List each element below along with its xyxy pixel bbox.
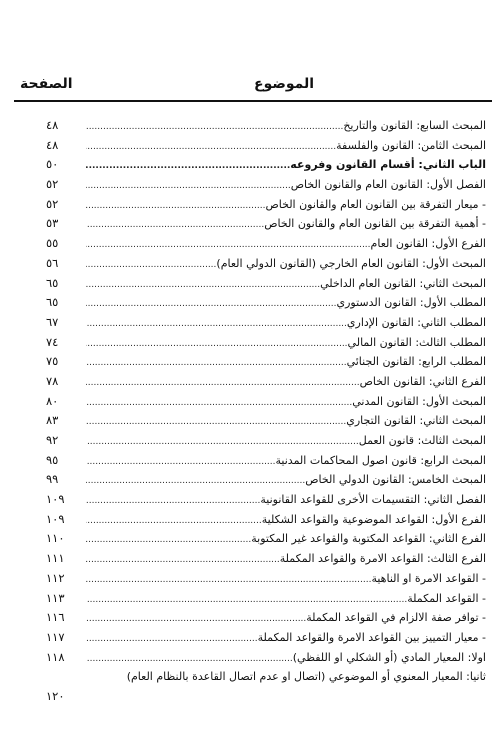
- toc-page-number: ١١٣: [46, 590, 65, 605]
- toc-page-number: ١١٦: [46, 610, 65, 625]
- toc-header: [16, 76, 492, 98]
- toc-entry-title: - القواعد المكملة .....: [86, 589, 486, 611]
- toc-entry-title: المطلب الأول: القانون الدستوري .....: [86, 293, 486, 315]
- toc-entry-title: - القواعد الامرة او الناهية .....: [86, 569, 486, 591]
- toc-page-number: ٥٦: [46, 255, 59, 270]
- toc-entry-title: المبحث الثالث: قانون العمل .....: [86, 431, 486, 453]
- toc-page-number: ٨٠: [46, 393, 59, 408]
- header-rule: [14, 100, 492, 102]
- toc-entry-title: المطلب الثالث: القانون المالي .....: [86, 333, 486, 355]
- toc-page-number: ٥٣: [46, 216, 59, 231]
- toc-entry-title: - توافر صفة الالزام في القواعد المكملة .....: [86, 608, 486, 630]
- page-column-heading: الصفحة: [20, 76, 73, 92]
- toc-row: [16, 628, 486, 648]
- toc-row: [16, 529, 486, 549]
- toc-page-number: ٦٥: [46, 275, 59, 290]
- toc-list: [16, 116, 486, 707]
- toc-row: [16, 589, 486, 609]
- toc-row: [16, 254, 486, 274]
- toc-row: [16, 136, 486, 156]
- toc-entry-title: المبحث الخامس: القانون الدولي الخاص .....: [86, 470, 486, 492]
- toc-row: [16, 175, 486, 195]
- toc-row: [16, 313, 486, 333]
- toc-page-number: ٥٢: [46, 196, 59, 211]
- toc-entry-title: الفرع الأول: القانون العام .....: [86, 234, 486, 256]
- toc-entry-title: المبحث الثاني: القانون العام الداخلي .....: [86, 274, 486, 296]
- toc-row: [16, 274, 486, 294]
- toc-row: [16, 116, 486, 136]
- toc-entry-title: - معيار التمييز بين القواعد الامرة والقواعد المكملة .....: [86, 628, 486, 650]
- toc-page-number: ٧٥: [46, 354, 59, 369]
- toc-page-number: ١٠٩: [46, 492, 65, 507]
- toc-row: [16, 214, 486, 234]
- toc-row: [16, 549, 486, 569]
- topic-column-heading: الموضوع: [254, 76, 315, 92]
- toc-entry-title: - أهمية التفرقة بين القانون العام والقانون الخاص .....: [86, 214, 486, 236]
- toc-row: [16, 608, 486, 628]
- toc-row: [16, 372, 486, 392]
- toc-entry-title: المبحث الأول: القانون المدني .....: [86, 392, 486, 414]
- toc-row: [16, 195, 486, 215]
- toc-page-number: ٩٥: [46, 452, 59, 467]
- toc-page-number: ٧٨: [46, 373, 59, 388]
- toc-row: [16, 411, 486, 431]
- toc-row: [16, 667, 486, 707]
- toc-page-number: ٤٨: [46, 137, 59, 152]
- toc-entry-title: المبحث السابع: القانون والتاريخ .....: [86, 116, 486, 138]
- toc-page-number: ٥٢: [46, 177, 59, 192]
- toc-page-number: ٦٧: [46, 314, 59, 329]
- toc-page-number: ١٠٩: [46, 511, 65, 526]
- toc-row: [16, 648, 486, 668]
- toc-row: [16, 155, 486, 175]
- toc-row: [16, 451, 486, 471]
- toc-row: [16, 352, 486, 372]
- toc-page-number: ١٢٠: [46, 689, 65, 704]
- toc-page-number: ٧٤: [46, 334, 59, 349]
- toc-entry-title: الفرع الثالث: القواعد الامرة والقواعد المكملة .....: [86, 549, 486, 571]
- toc-entry-title: الفرع الثاني: القواعد المكتوبة والقواعد غير المكتوبة .....: [86, 529, 486, 551]
- toc-page-number: ١١١: [46, 551, 65, 566]
- toc-page-number: ١١٧: [46, 629, 65, 644]
- toc-page-number: ١١٢: [46, 570, 65, 585]
- toc-row: [16, 569, 486, 589]
- toc-entry-title: المبحث الثاني: القانون التجاري .....: [86, 411, 486, 433]
- toc-entry-title: المبحث الأول: القانون العام الخارجي (القانون الدولي العام) .....: [86, 254, 486, 276]
- toc-page-number: ١١٠: [46, 531, 65, 546]
- toc-row: [16, 510, 486, 530]
- toc-page-number: ٩٢: [46, 433, 59, 447]
- toc-entry-title: ثانيا: المعيار المعنوي أو الموضوعي (اتصال او عدم اتصال القاعدة بالنظام العام): [126, 670, 486, 684]
- toc-page-number: ٦٥: [46, 295, 59, 310]
- toc-entry-title: الفرع الثاني: القانون الخاص .....: [86, 372, 486, 394]
- toc-page-number: ٨٣: [46, 413, 59, 428]
- toc-row: [16, 470, 486, 490]
- toc-entry-title: المبحث الثامن: القانون والفلسفة .....: [86, 136, 486, 158]
- toc-page-number: ٤٨: [46, 118, 59, 132]
- toc-row: [16, 490, 486, 510]
- toc-entry-title: - ميعار التفرقة بين القانون العام والقانون الخاص .....: [86, 195, 486, 217]
- toc-row: [16, 431, 486, 451]
- toc-entry-title: المطلب الثاني: القانون الإداري .....: [86, 313, 486, 335]
- toc-row: [16, 293, 486, 313]
- toc-page-number: ٩٩: [46, 472, 59, 487]
- toc-row: [16, 333, 486, 353]
- toc-page-number: ٥٠: [46, 157, 59, 172]
- toc-row: [16, 392, 486, 412]
- toc-entry-title: المطلب الرابع: القانون الجنائي .....: [86, 352, 486, 374]
- toc-entry-title: المبحث الرابع: قانون اصول المحاكمات المدنية .....: [86, 451, 486, 473]
- toc-page-number: ١١٨: [46, 649, 65, 664]
- toc-entry-title: الفصل الثاني: التقسيمات الأخرى للقواعد القانونية .....: [86, 490, 486, 512]
- toc-entry-title: الباب الثاني: أقسام القانون وفروعه .....: [86, 155, 486, 177]
- toc-entry-title: اولا: المعيار المادي (أو الشكلي او اللفظي) .....: [86, 648, 486, 670]
- toc-page-number: ٥٥: [46, 236, 59, 251]
- toc-entry-title: الفصل الأول: القانون العام والقانون الخاص .....: [86, 175, 486, 197]
- toc-entry-title: الفرع الأول: القواعد الموضوعية والقواعد الشكلية .....: [86, 510, 486, 532]
- toc-row: [16, 234, 486, 254]
